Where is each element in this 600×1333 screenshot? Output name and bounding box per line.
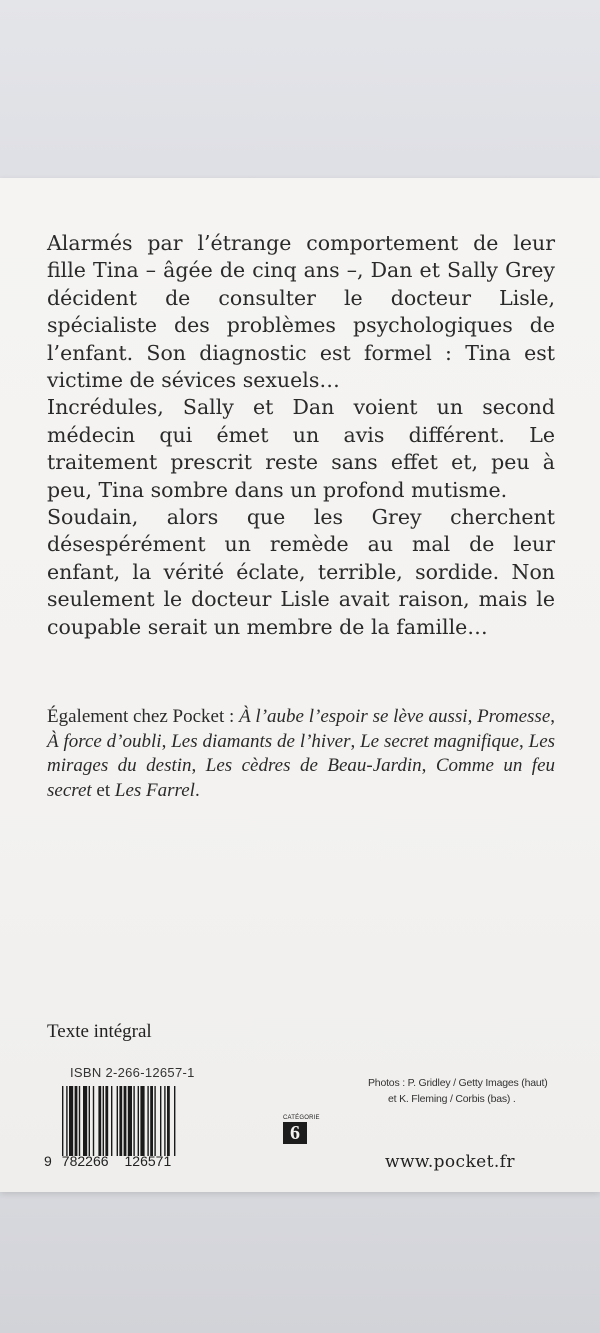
barcode-digit-group: 126571 [124,1153,172,1169]
integral-text-label: Texte intégral [47,1021,152,1042]
barcode-bar [154,1086,155,1156]
photo-credits [368,1075,568,1107]
back-cover [0,178,600,1192]
blurb-paragraph-3: Soudain, alors que les Grey cherchent désespérément un remède au mal de leur enfant, la vérité éclate, terrible, sordide. Non seulement le docteur Lisle avait raison, mais le coupable serait un membre de la famille… [47,505,555,639]
isbn: ISBN 2-266-12657-1 [70,1065,195,1080]
barcode-bar [98,1086,101,1156]
barcode-bar [150,1086,153,1156]
barcode-bar [138,1086,139,1156]
blurb-paragraph-2: Incrédules, Sally et Dan voient un second médecin qui émet un avis différent. Le traitement prescrit reste sans effet et, peu à peu, Tina sombre dans un profond mutisme. [47,395,555,502]
barcode-bar [62,1086,63,1156]
barcode-bar [89,1086,90,1156]
also-title: Les cèdres de Beau-Jardin [205,755,422,776]
barcode-bar [133,1086,134,1156]
barcode-bar [119,1086,122,1156]
barcode-bar [128,1086,132,1156]
barcode-digit-group: 782266 [61,1153,109,1169]
barcode-bar [124,1086,127,1156]
barcode-bar [66,1086,67,1156]
also-title: À l’aube l’espoir se lève aussi [239,706,468,727]
barcode [60,1086,222,1156]
also-title: Comme un feu secret [47,755,556,801]
also-title: À force d’oubli [47,730,162,752]
also-title: Les diamants de l’hiver [171,730,351,752]
barcode-digits [44,1153,226,1169]
barcode-bar [174,1086,175,1156]
also-title: Promesse [477,706,551,727]
website: www.pocket.fr [385,1152,515,1172]
barcode-bar [93,1086,94,1156]
also-title: Les mirages du destin [47,730,556,776]
barcode-digit-group: 9 [44,1153,52,1169]
photo-credits-line-2: et K. Fleming / Corbis (bas) . [388,1093,516,1105]
barcode-bar [103,1086,104,1156]
category-badge [283,1115,320,1144]
barcode-bar [69,1086,73,1156]
photo-credits-line-1: Photos : P. Gridley / Getty Images (haut) [368,1077,548,1089]
category-label: CATÉGORIE [283,1115,320,1121]
barcode-bar [111,1086,112,1156]
barcode-bar [147,1086,148,1156]
barcode-bar [164,1086,165,1156]
category-number: 6 [283,1122,307,1144]
also-title: Le secret magnifique [360,730,519,752]
also-available: Également chez Pocket : À l’aube l’espoir se lève aussi, Promesse, À force d’oubli, Les diamants de l’hiver, Le secret magnifique, Les mirages du destin, Les cèdres de Beau-Jardin, Comme un feu secret et Les Farrel. [47,706,556,801]
barcode-bar [79,1086,80,1156]
barcode-bar [83,1086,87,1156]
barcode-bar [105,1086,108,1156]
barcode-bar [140,1086,144,1156]
barcode-bar [75,1086,78,1156]
also-title: Les Farrel [114,779,195,801]
blurb [47,230,555,641]
barcode-bar [117,1086,118,1156]
blurb-paragraph-1: Alarmés par l’étrange comportement de leur fille Tina – âgée de cinq ans –, Dan et Sally Grey décident de consulter le docteur Lisle, spécialiste des problèmes psychologiques de l’enfant. Son diagnostic est formel : Tina est victime de sévices sexuels… [47,231,555,393]
barcode-bar [160,1086,161,1156]
also-intro: Également chez Pocket : [47,706,240,727]
barcode-bar [167,1086,170,1156]
